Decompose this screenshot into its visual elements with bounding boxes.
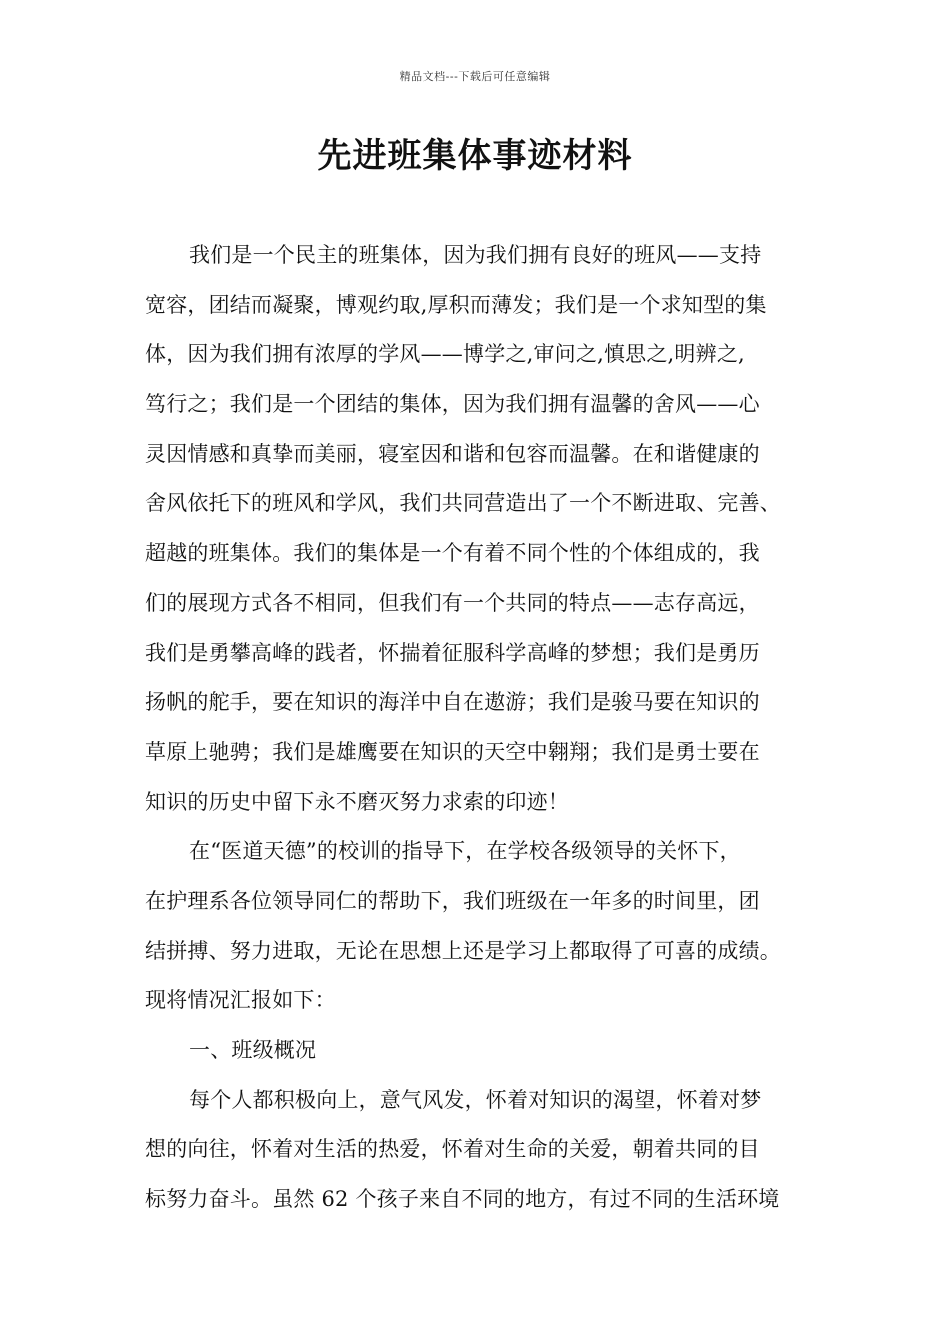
paragraph-line: 每个人都积极向上，意气风发，怀着对知识的渴望，怀着对梦 — [189, 1087, 762, 1112]
paragraph-line: 在护理系各位领导同仁的帮助下，我们班级在一年多的时间里，团 — [145, 888, 760, 913]
paragraph-line: 现将情况汇报如下： — [145, 988, 336, 1013]
paragraph-line: 结拼搏、努力进取，无论在思想上还是学习上都取得了可喜的成绩。 — [145, 938, 781, 963]
paragraph-line: 宽容，团结而凝聚，博观约取,厚积而薄发；我们是一个求知型的集 — [145, 292, 767, 317]
paragraph-line: 超越的班集体。我们的集体是一个有着不同个性的个体组成的，我 — [145, 541, 760, 566]
paragraph-line: 我们是勇攀高峰的践者，怀揣着征服科学高峰的梦想；我们是勇历 — [145, 640, 760, 665]
document-title: 先进班集体事迹材料 — [317, 136, 633, 176]
paragraph-line: 在“医道天德”的校训的指导下，在学校各级领导的关怀下， — [189, 839, 741, 864]
paragraph-line: 笃行之；我们是一个团结的集体，因为我们拥有温馨的舍风——心 — [145, 392, 760, 417]
paragraph-line: 扬帆的舵手，要在知识的海洋中自在遨游；我们是骏马要在知识的 — [145, 690, 760, 715]
paragraph-line: 体，因为我们拥有浓厚的学风——博学之,审问之,慎思之,明辨之, — [145, 342, 745, 367]
body-text — [145, 231, 825, 1225]
paragraph-line: 知识的历史中留下永不磨灭努力求索的印迹！ — [145, 789, 569, 814]
paragraph-line: 舍风依托下的班风和学风，我们共同营造出了一个不断进取、完善、 — [145, 491, 781, 516]
paragraph-line: 们的展现方式各不相同，但我们有一个共同的特点——志存高远， — [145, 590, 760, 615]
paragraph-line: 想的向往，怀着对生活的热爱，怀着对生命的关爱，朝着共同的目 — [145, 1137, 760, 1162]
paragraph-line: 草原上驰骋；我们是雄鹰要在知识的天空中翱翔；我们是勇士要在 — [145, 739, 760, 764]
paragraph-line: 我们是一个民主的班集体，因为我们拥有良好的班风——支持 — [189, 243, 762, 267]
section-heading: 一、班级概况 — [189, 1038, 317, 1062]
header-note: 精品文档---下载后可任意编辑 — [399, 70, 551, 83]
paragraph-line: 灵因情感和真挚而美丽，寝室因和谐和包容而温馨。在和谐健康的 — [145, 441, 760, 466]
paragraph-line: 标努力奋斗。虽然 62 个孩子来自不同的地方，有过不同的生活环境 — [145, 1187, 780, 1212]
